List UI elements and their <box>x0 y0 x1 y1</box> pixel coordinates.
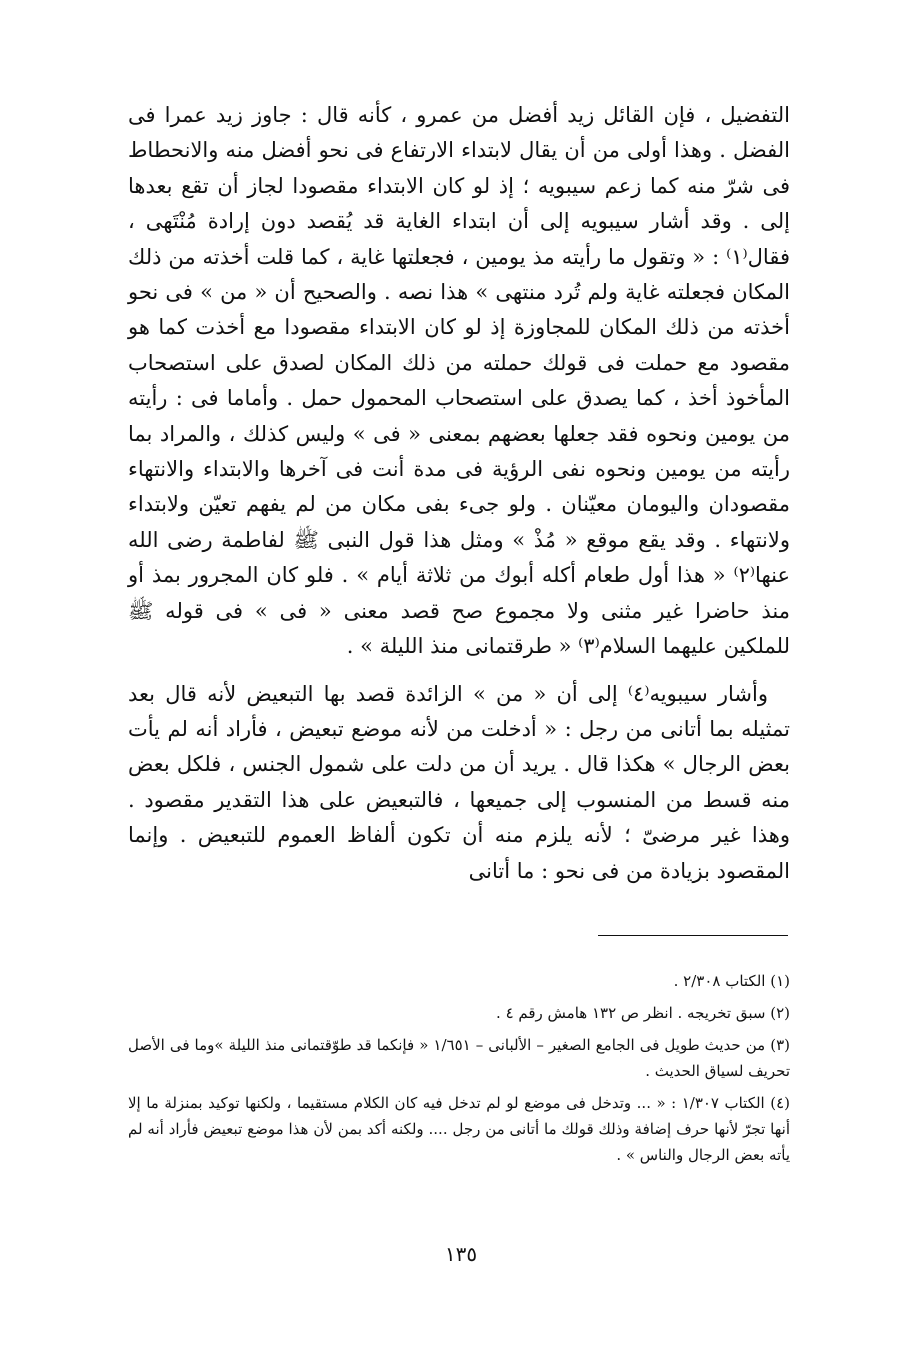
footnote-4: (٤) الكتاب ١/٣٠٧ : « ... وتدخل فى موضع لو لم تدخل فيه كان الكلام مستقيما ، ولكنها توكيد بمنزلة ما إلا أنها تجرّ لأنها حرف إضافة وذلك قولك ما أتانى من رجل .... ولكنه أكد بمن لأن هذا موضع تبعيض فأراد أنه لم يأته بعض الرجال والناس » . <box>128 1094 790 1164</box>
footnotes <box>128 968 790 1174</box>
footnote-2: (٢) سبق تخريجه . انظر ص ١٣٢ هامش رقم ٤ . <box>496 1004 790 1022</box>
footnote-1: (١) الكتاب ٢/٣٠٨ . <box>673 972 790 990</box>
main-text <box>128 98 790 889</box>
paragraph-2: وأشار سيبويه⁽٤⁾ إلى أن « من » الزائدة قصد بها التبعيض لأنه قال بعد تمثيله بما أتانى من رجل : « أدخلت من لأنه موضع تبعيض ، فأراد أنه لم يأت بعض الرجال » هكذا قال . يريد أن من دلت على شمول الجنس ، فلكل بعض منه قسط من المنسوب إلى جميعها ، فالتبعيض على هذا التقدير مقصود . وهذا غير مرضىّ ؛ لأنه يلزم منه أن تكون ألفاظ العموم للتبعيض . وإنما المقصود بزيادة من فى نحو : ما أتانى <box>128 681 790 883</box>
page-number: ١٣٥ <box>444 1242 478 1266</box>
footnote-separator <box>598 935 788 936</box>
paragraph-1: التفضيل ، فإن القائل زيد أفضل من عمرو ، كأنه قال : جاوز زيد عمرا فى الفضل . وهذا أولى من أن يقال لابتداء الارتفاع فى نحو أفضل منه والانحطاط فى شرّ منه كما زعم سيبويه ؛ إذ لو كان الابتداء مقصودا لجاز أن تقع بعدها إلى . وقد أشار سيبويه إلى أن ابتداء الغاية قد يُقصد دون إرادة مُنْتَهى ، فقال⁽١⁾ : « وتقول ما رأيته مذ يومين ، فجعلتها غاية ، كما قلت أخذته من ذلك المكان فجعلته غاية ولم تُرد منتهى » هذا نصه . والصحيح أن « من » فى نحو أخذته من ذلك المكان للمجاوزة إذ لو كان الابتداء مقصودا مع أخذت كما هو مقصود مع حملت فى قولك حملته من ذلك المكان لصدق على استصحاب المأخوذ أخذ ، كما يصدق على استصحاب المحمول حمل . وأماما فى : رأيته من يومين ونحوه فقد جعلها بعضهم بمعنى « فى » وليس كذلك ، والمراد بما رأيته من يومين ونحوه نفى الرؤية فى مدة أنت فى آخرها والابتداء والانتهاء مقصودان واليومان معيّنان . ولو جىء بفى مكان من لم يفهم تعيّن ولابتداء ولانتهاء . وقد يقع موقع « مُذْ » ومثل هذا قول النبى ﷺ لفاطمة رضى الله عنها⁽٢⁾ « هذا أول طعام أكله أبوك من ثلاثة أيام » . فلو كان المجرور بمذ أو منذ حاضرا غير مثنى ولا مجموع صح قصد معنى « فى » فى قوله ﷺ للملكين عليهما السلام⁽٣⁾ « طرقتمانى منذ الليلة » . <box>128 103 791 659</box>
footnote-3: (٣) من حديث طويل فى الجامع الصغير – الألبانى – ١/٦٥١ « فإنكما قد طوّقتمانى منذ الليلة »وما فى الأصل تحريف لسياق الحديث . <box>128 1036 790 1080</box>
